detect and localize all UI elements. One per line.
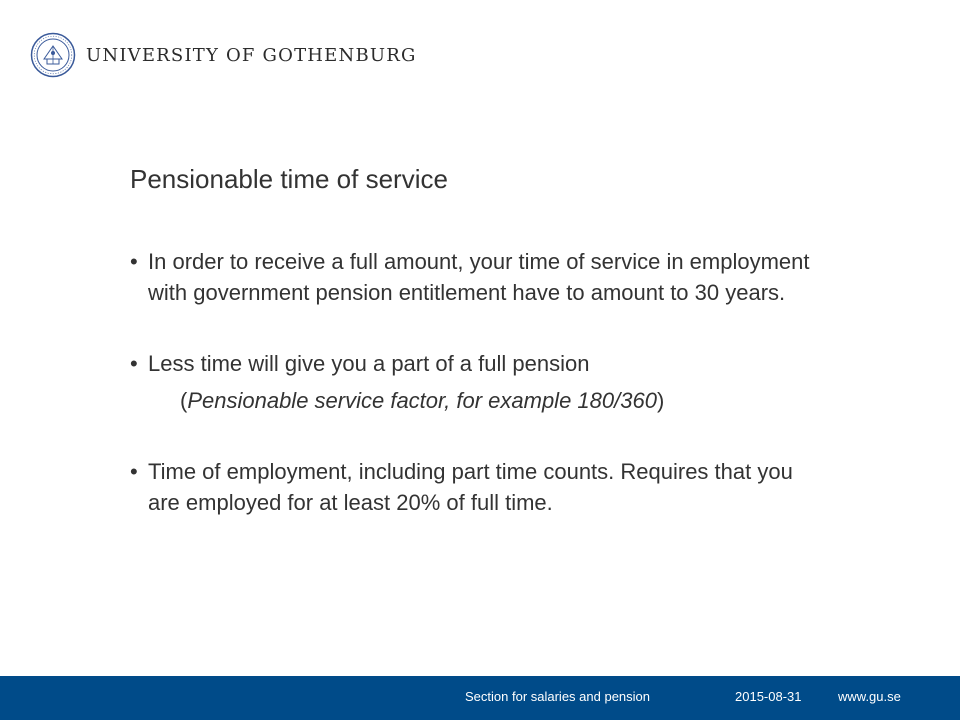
- bullet-list: [130, 246, 830, 518]
- close-paren: ): [656, 388, 665, 413]
- bullet-text: In order to receive a full amount, your time of service in employment with government pension entitlement have to amount to 30 years.: [148, 249, 810, 305]
- footer-bar: [0, 676, 960, 720]
- bullet-marker: •: [130, 249, 138, 274]
- bullet-marker: •: [130, 459, 138, 484]
- service-factor-note: [180, 385, 830, 416]
- footer-date: 2015-08-31: [735, 689, 802, 704]
- bullet-text: Less time will give you a part of a full pension: [148, 351, 590, 376]
- footer-section: Section for salaries and pension: [465, 689, 651, 704]
- bullet-item-less-time: [130, 348, 830, 416]
- bullet-item-part-time: [130, 456, 830, 518]
- bullet-item-full-amount: [130, 246, 830, 308]
- bullet-text: Time of employment, including part time counts. Requires that you are employed for at least 20% of full time.: [148, 459, 793, 515]
- slide-title: Pensionable time of service: [130, 164, 448, 194]
- header: [30, 30, 417, 80]
- service-factor-text: Pensionable service factor, for example 180/360: [187, 388, 657, 413]
- university-name: UNIVERSITY OF GOTHENBURG: [86, 44, 417, 66]
- bullet-marker: •: [130, 351, 138, 376]
- footer-url[interactable]: www.gu.se: [838, 689, 901, 704]
- university-seal-icon: [30, 32, 76, 78]
- open-paren: (: [180, 388, 188, 413]
